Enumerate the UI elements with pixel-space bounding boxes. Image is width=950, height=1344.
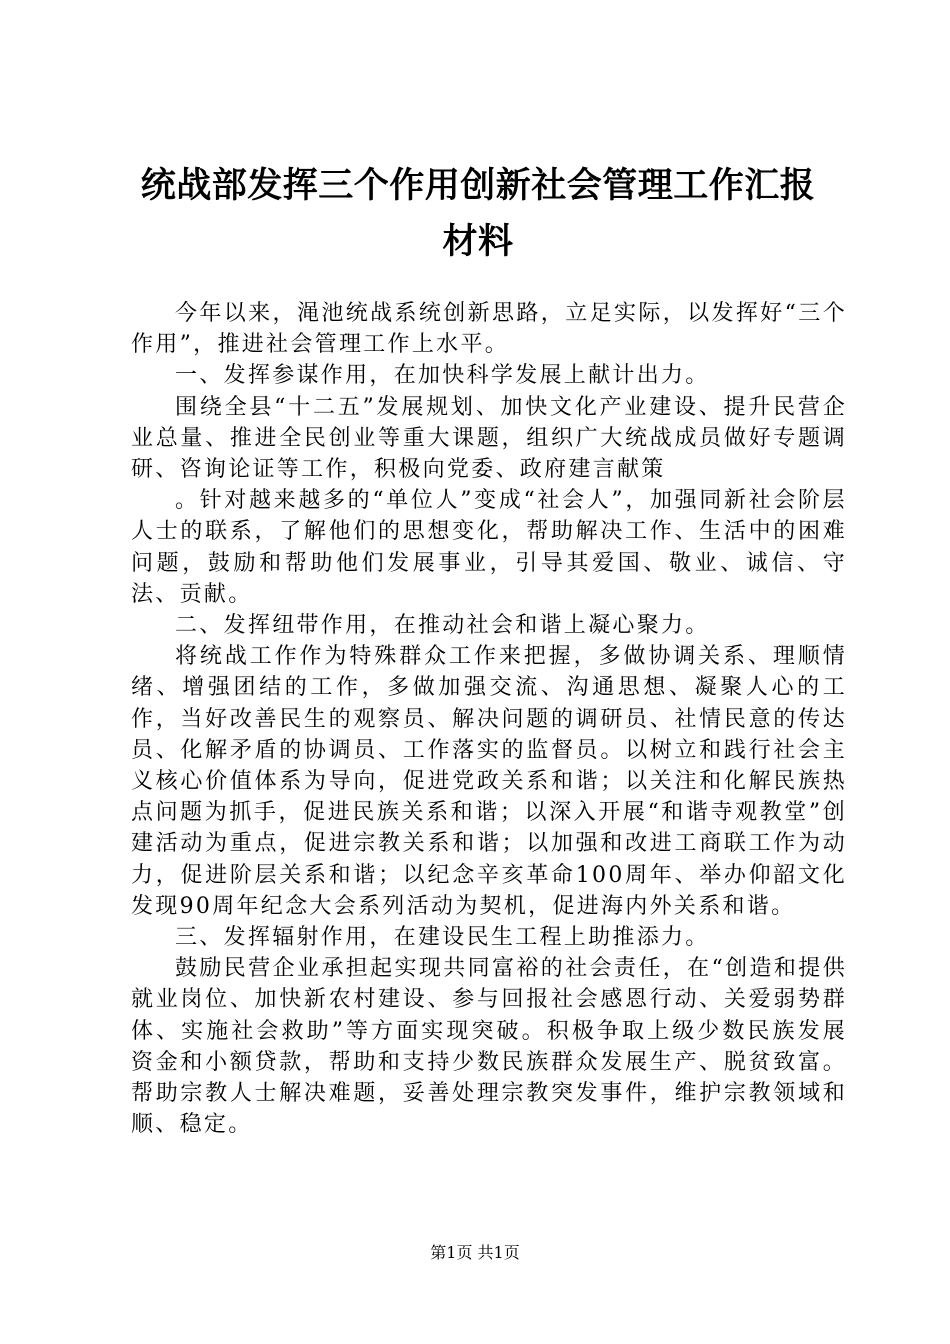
- paragraph-section-3: 鼓励民营企业承担起实现共同富裕的社会责任，在“创造和提供就业岗位、加快新农村建设、参与回报社会感恩行动、关爱弱势群体、实施社会救助”等方面实现突破。积极争取上级少数民族发展资金和小额贷款，帮助和支持少数民族群众发展生产、脱贫致富。帮助宗教人士解决难题，妥善处理宗教突发事件，维护宗教领域和顺、稳定。: [131, 956, 847, 1138]
- document-title: 统战部发挥三个作用创新社会管理工作汇报材料: [140, 165, 816, 262]
- section-heading-2: 二、发挥纽带作用，在推动社会和谐上凝心聚力。: [175, 613, 710, 639]
- document-body: [131, 298, 847, 1140]
- section-heading-3: 三、发挥辐射作用，在建设民生工程上助推添力。: [175, 925, 710, 951]
- paragraph-section-1-continued: 。针对越来越多的“单位人”变成“社会人”，加强同新社会阶层人士的联系，了解他们的思想变化，帮助解决工作、生活中的困难问题，鼓励和帮助他们发展事业，引导其爱国、敬业、诚信、守法、贡献。: [131, 488, 847, 607]
- paragraph-section-1: 围绕全县“十二五”发展规划、加快文化产业建设、提升民营企业总量、推进全民创业等重大课题，组织广大统战成员做好专题调研、咨询论证等工作，积极向党委、政府建言献策: [131, 394, 847, 483]
- paragraph-section-2: 将统战工作作为特殊群众工作来把握，多做协调关系、理顺情绪、增强团结的工作，多做加强交流、沟通思想、凝聚人心的工作，当好改善民生的观察员、解决问题的调研员、社情民意的传达员、化解矛盾的协调员、工作落实的监督员。以树立和践行社会主义核心价值体系为导向，促进党政关系和谐；以关注和化解民族热点问题为抓手，促进民族关系和谐；以深入开展“和谐寺观教堂”创建活动为重点，促进宗教关系和谐；以加强和改进工商联工作为动力，促进阶层关系和谐；以纪念辛亥革命100周年、举办仰韶文化发现90周年纪念大会系列活动为契机，促进海内外关系和谐。: [131, 644, 847, 919]
- paragraph-intro: 今年以来，渑池统战系统创新思路，立足实际，以发挥好“三个作用”，推进社会管理工作上水平。: [131, 301, 847, 358]
- section-heading-1: 一、发挥参谋作用，在加快科学发展上献计出力。: [175, 363, 710, 389]
- page-footer: 第1页 共1页: [430, 1243, 520, 1262]
